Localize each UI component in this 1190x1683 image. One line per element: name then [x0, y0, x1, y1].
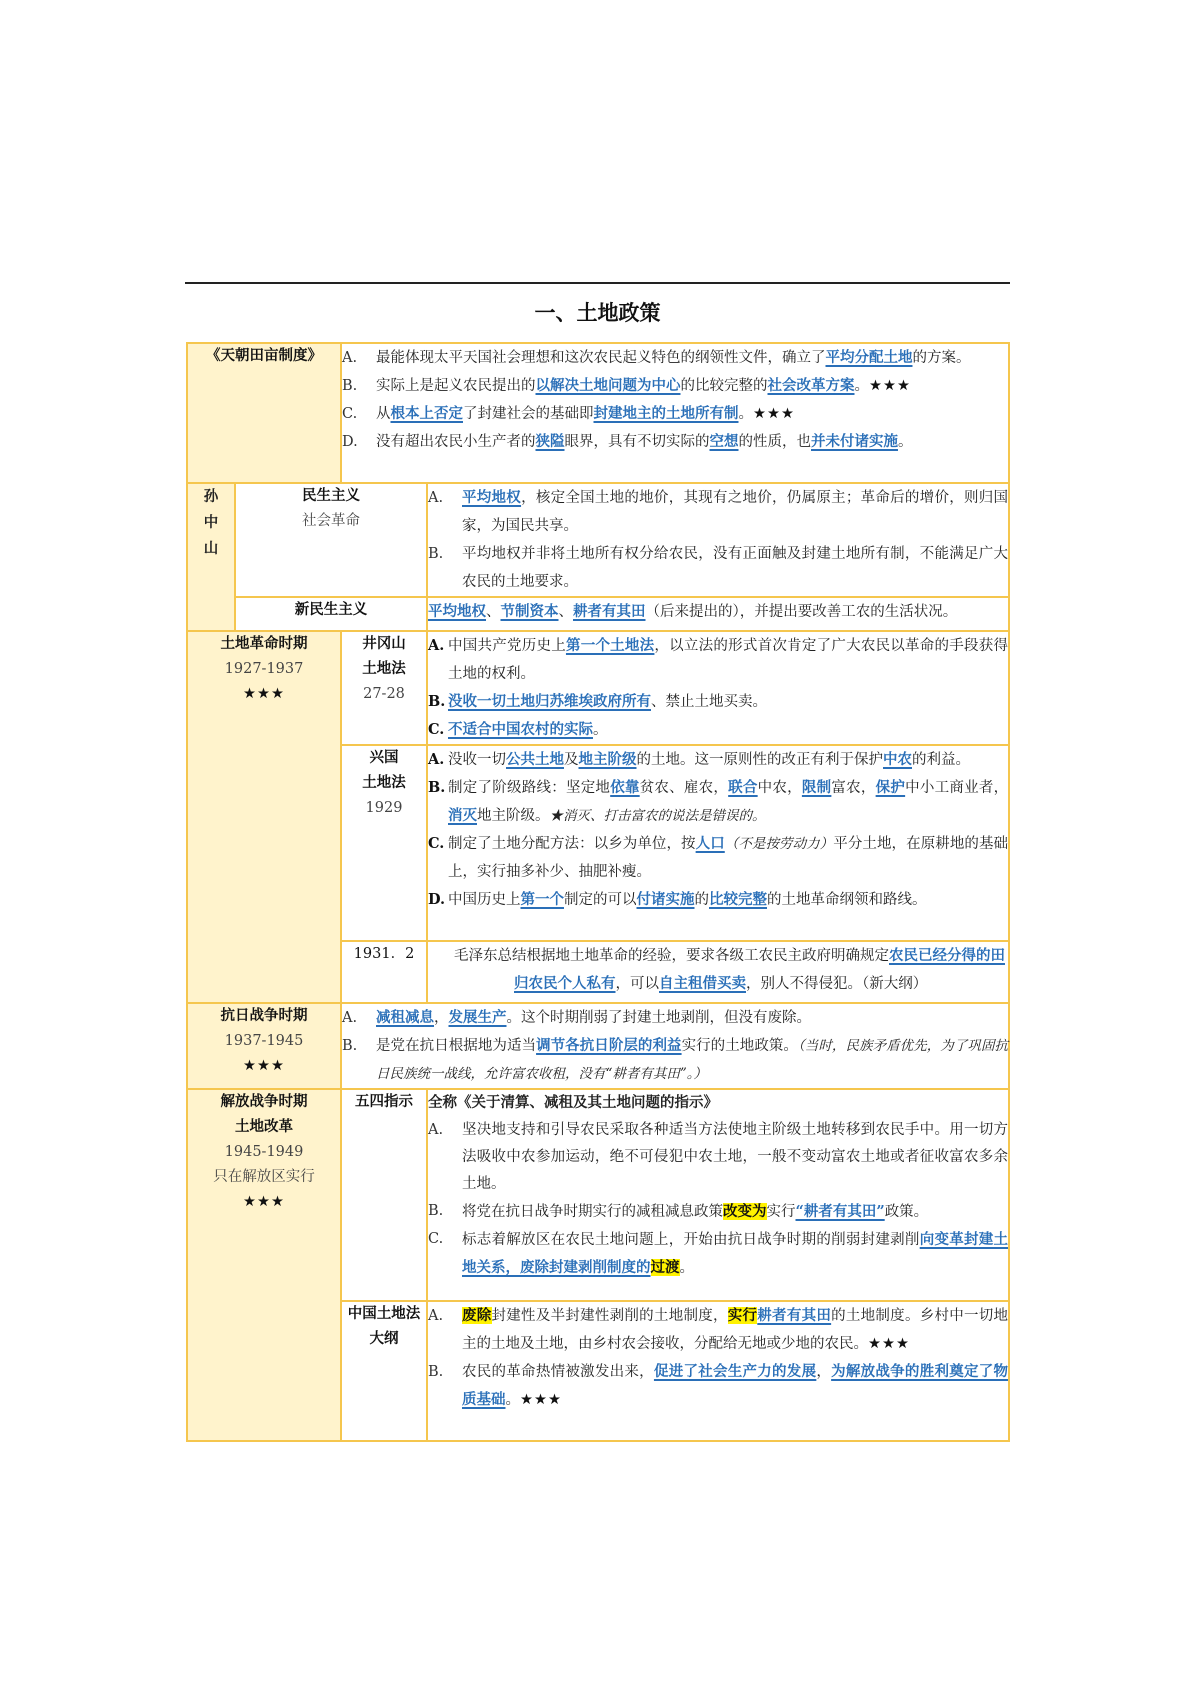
- item-text: 是党在抗日根据地为适当调节各抗日阶层的利益实行的土地政策。（当时，民族矛盾优先，为了巩固抗日民族统一战线，允许富农收租，没有“耕者有其田”。）: [376, 1037, 1009, 1082]
- item-text: 减租减息，发展生产。这个时期削弱了封建土地剥削，但没有废除。: [376, 1009, 811, 1026]
- star-rating: ★★★: [243, 686, 285, 702]
- item-marker: C.: [428, 721, 445, 738]
- note-text: ★消灭、打击富农的说法是错误的。: [549, 808, 766, 824]
- item-marker: C.: [428, 835, 445, 852]
- kangri-label-cell: [187, 1003, 341, 1089]
- xg-label-2: 土地法: [362, 775, 406, 791]
- key-phrase: 消灭: [448, 807, 477, 824]
- key-phrase: 促进了社会生产力的发展: [653, 1363, 817, 1380]
- key-phrase: 封建地主的土地所有制: [593, 405, 739, 422]
- item-marker: B.: [428, 1203, 444, 1219]
- y1931-label: 1931．2: [353, 946, 415, 962]
- item-marker: C.: [428, 1231, 444, 1247]
- item-text: 将党在抗日战争时期实行的减租减息政策改变为实行“耕者有其田”政策。: [462, 1203, 929, 1220]
- item-marker: A.: [428, 751, 445, 768]
- key-phrase: 节制资本: [500, 603, 559, 620]
- minsheng-label: 民生主义: [302, 488, 360, 504]
- jiefang-scope: 只在解放区实行: [213, 1169, 315, 1185]
- xg-item-d: [428, 886, 1008, 914]
- key-phrase: 人口: [695, 835, 725, 852]
- item-marker: B.: [428, 779, 446, 796]
- item-text: 不适合中国农村的实际。: [448, 721, 608, 738]
- item-text: 中国共产党历史上第一个土地法，以立法的形式首次肯定了广大农民以革命的手段获得土地的权利。: [448, 637, 1009, 682]
- y1931-content: 毛泽东总结根据地土地革命的经验，要求各级工农民主政府明确规定农民已经分得的田归农民个人私有，可以自主租借买卖，别人不得侵犯。（新大纲）: [427, 941, 1009, 1003]
- star-rating: ★★★: [868, 1336, 910, 1352]
- star-rating: ★★★: [869, 378, 911, 394]
- key-phrase: 中农: [883, 751, 912, 768]
- key-phrase: 为解放战争的胜利奠定了物质基础: [462, 1363, 1009, 1408]
- xg-year: 1929: [365, 800, 403, 816]
- tianchao-item-c: [342, 400, 1008, 428]
- dagang-item-b: [428, 1358, 1008, 1414]
- item-text: 中国历史上第一个制定的可以付诸实施的比较完整的土地革命纲领和路线。: [448, 891, 927, 908]
- tianchao-item-a: [342, 344, 1008, 372]
- row-wusi: [187, 1089, 1009, 1301]
- dagang-label-cell: [341, 1301, 427, 1441]
- key-phrase: 不适合中国农村的实际: [448, 721, 593, 738]
- tudi-years: 1927-1937: [224, 661, 304, 677]
- highlight-phrase: 废除: [462, 1307, 492, 1324]
- xg-label-cell: [341, 745, 427, 941]
- key-phrase: 耕者有其田: [573, 603, 646, 620]
- item-text: 最能体现太平天国社会理想和这次农民起义特色的纲领性文件，确立了平均分配土地的方案。: [376, 349, 971, 366]
- note-text: （不是按劳动力）: [724, 836, 834, 852]
- star-rating: ★★★: [753, 406, 795, 422]
- key-phrase: 向变革封建土地关系，废除封建剥削制度的: [462, 1231, 1009, 1276]
- key-phrase: 根本上否定: [390, 405, 463, 422]
- tianchao-label-cell: [187, 343, 341, 483]
- dagang-label: 中国土地法: [347, 1306, 421, 1322]
- wusi-item-a: [428, 1117, 1008, 1198]
- sun-label: 孙中山: [203, 489, 219, 557]
- item-text: 标志着解放区在农民土地问题上，开始由抗日战争时期的削弱封建剥削向变革封建土地关系，废除封建剥削制度的过渡。: [462, 1231, 1009, 1276]
- key-phrase: 空想: [709, 433, 739, 450]
- item-marker: A.: [428, 1308, 444, 1324]
- jiefang-label-cell: [187, 1089, 341, 1441]
- key-phrase: 减租减息: [376, 1009, 434, 1026]
- wusi-item-b: [428, 1198, 1008, 1226]
- item-marker: D.: [342, 434, 358, 450]
- key-phrase: 自主租借买卖: [659, 975, 746, 992]
- key-phrase: 第一个: [520, 891, 564, 908]
- jgs-item-b: [428, 688, 1008, 716]
- wusi-full-name: 全称《关于清算、减租及其土地问题的指示》: [428, 1095, 718, 1111]
- item-text: 废除封建性及半封建性剥削的土地制度，实行耕者有其田的土地制度。乡村中一切地主的土地及土地，由乡村农会接收，分配给无地或少地的农民。★★★: [462, 1307, 1009, 1352]
- item-marker: C.: [342, 406, 358, 422]
- key-phrase: 地主阶级: [578, 751, 637, 768]
- star-rating: ★★★: [243, 1058, 285, 1074]
- xg-item-c: [428, 830, 1008, 886]
- row-tianchao: [187, 343, 1009, 483]
- key-phrase: 以解决土地问题为中心: [535, 377, 681, 394]
- item-text: 没收一切公共土地及地主阶级的土地。这一原则性的改正有利于保护中农的利益。: [448, 751, 970, 768]
- sun-label-cell: [187, 483, 235, 631]
- key-phrase: 第一个土地法: [565, 637, 655, 654]
- highlight-phrase: 实行: [727, 1307, 758, 1324]
- tudi-label: 土地革命时期: [220, 636, 308, 652]
- minsheng-content: [427, 483, 1009, 597]
- key-phrase: 平均分配土地: [825, 349, 913, 366]
- item-marker: A.: [342, 350, 358, 366]
- kangri-item-a: [342, 1004, 1008, 1032]
- star-rating: ★★★: [243, 1194, 285, 1210]
- kangri-content: [341, 1003, 1009, 1089]
- key-phrase: 没收一切土地归苏维埃政府所有: [448, 693, 651, 710]
- jiefang-years: 1945-1949: [224, 1144, 304, 1160]
- item-marker: A.: [428, 1122, 444, 1138]
- key-phrase: 并未付诸实施: [811, 433, 898, 450]
- item-marker: B.: [428, 1364, 444, 1380]
- tianchao-label: 《天朝田亩制度》: [206, 348, 322, 364]
- item-text: 实际上是起义农民提出的以解决土地问题为中心的比较完整的社会改革方案。★★★: [376, 377, 911, 394]
- jgs-item-c: [428, 716, 1008, 744]
- xinminsheng-content: 平均地权、节制资本、耕者有其田（后来提出的），并提出要改善工农的生活状况。: [427, 597, 1009, 631]
- item-marker: B.: [342, 378, 358, 394]
- key-phrase: 依靠: [610, 779, 640, 796]
- row-sun-minsheng: [187, 483, 1009, 597]
- wusi-label-cell: [341, 1089, 427, 1301]
- item-marker: A.: [342, 1010, 358, 1026]
- key-phrase: 比较完整: [709, 891, 767, 908]
- item-text: 平均地权，核定全国土地的地价，其现有之地价，仍属原主；革命后的增价，则归国家，为国民共享。: [462, 489, 1009, 534]
- key-phrase: 平均地权: [428, 603, 486, 620]
- star-rating: ★★★: [520, 1392, 562, 1408]
- item-marker: D.: [428, 891, 446, 908]
- jgs-label: 井冈山: [362, 636, 406, 652]
- item-text: 从根本上否定了封建社会的基础即封建地主的土地所有制。★★★: [376, 405, 795, 422]
- item-marker: B.: [428, 693, 446, 710]
- item-text: 制定了土地分配方法：以乡为单位，按人口（不是按劳动力）平分土地，在原耕地的基础上，实行抽多补少、抽肥补瘦。: [448, 835, 1009, 880]
- jgs-content: [427, 631, 1009, 745]
- dagang-label-2: 大纲: [369, 1331, 399, 1347]
- item-marker: B.: [428, 546, 444, 562]
- jiefang-label-2: 土地改革: [235, 1119, 293, 1135]
- tianchao-item-b: [342, 372, 1008, 400]
- wusi-label: 五四指示: [355, 1094, 413, 1110]
- xg-item-a: [428, 746, 1008, 774]
- key-phrase: 公共土地: [506, 751, 564, 768]
- tianchao-content: [341, 343, 1009, 483]
- wusi-content: [427, 1089, 1009, 1301]
- jgs-item-a: [428, 632, 1008, 688]
- page-title: 一、土地政策: [534, 301, 661, 325]
- key-phrase: 联合: [728, 779, 758, 796]
- tudi-label-cell: [187, 631, 341, 1003]
- item-text: 平均地权并非将土地所有权分给农民，没有正面触及封建土地所有制，不能满足广大农民的土地要求。: [462, 546, 1008, 590]
- jgs-label-2: 土地法: [362, 661, 406, 677]
- jgs-label-cell: [341, 631, 427, 745]
- key-phrase: 社会改革方案: [767, 377, 855, 394]
- kangri-years: 1937-1945: [224, 1033, 304, 1049]
- minsheng-label-cell: [235, 483, 427, 597]
- minsheng-sublabel: 社会革命: [302, 513, 360, 529]
- item-text: 没有超出农民小生产者的狭隘眼界，具有不切实际的空想的性质，也并未付诸实施。: [376, 433, 913, 450]
- land-policy-table: [186, 342, 1010, 1442]
- row-sun-xinminsheng: [187, 597, 1009, 631]
- wusi-item-c: [428, 1226, 1008, 1282]
- xg-item-b: [428, 774, 1008, 830]
- jgs-years: 27-28: [363, 686, 405, 702]
- xinminsheng-label: 新民生主义: [294, 602, 368, 618]
- key-phrase: 发展生产: [448, 1009, 507, 1026]
- item-text: 没收一切土地归苏维埃政府所有、禁止土地买卖。: [448, 693, 767, 710]
- key-phrase: 耕者有其田: [757, 1307, 832, 1324]
- key-phrase: 平均地权: [462, 489, 522, 506]
- row-jinggangshan: [187, 631, 1009, 745]
- key-phrase: 农民已经分得的田归农民个人私有: [514, 947, 1005, 992]
- item-marker: A.: [428, 637, 445, 654]
- xg-content: [427, 745, 1009, 941]
- jiefang-label: 解放战争时期: [220, 1094, 308, 1110]
- tianchao-item-d: [342, 428, 1008, 456]
- key-phrase: 限制: [801, 779, 832, 796]
- dagang-item-a: [428, 1302, 1008, 1358]
- item-text: 农民的革命热情被激发出来，促进了社会生产力的发展，为解放战争的胜利奠定了物质基础。★★★: [462, 1363, 1009, 1408]
- dagang-content: [427, 1301, 1009, 1441]
- minsheng-item-b: [428, 540, 1008, 596]
- minsheng-item-a: [428, 484, 1008, 540]
- item-text: 坚决地支持和引导农民采取各种适当方法使地主阶级土地转移到农民手中。用一切方法吸收中农参加运动，绝不可侵犯中农土地，一般不变动富农土地或者征收富农多余土地。: [462, 1122, 1008, 1192]
- y1931-label-cell: [341, 941, 427, 1003]
- highlight-phrase: 过渡: [650, 1259, 680, 1276]
- key-phrase: 保护: [875, 779, 906, 796]
- kangri-label: 抗日战争时期: [220, 1008, 308, 1024]
- top-rule: [185, 282, 1010, 284]
- row-kangri: [187, 1003, 1009, 1089]
- key-phrase: 调节各抗日阶层的利益: [536, 1037, 682, 1054]
- key-phrase: 狭隘: [535, 433, 565, 450]
- item-text: 制定了阶级路线：坚定地依靠贫农、雇农，联合中农，限制富农，保护中小工商业者，消灭地主阶级。★消灭、打击富农的说法是错误的。: [448, 779, 1009, 824]
- key-phrase: “耕者有其田”: [795, 1203, 885, 1220]
- kangri-item-b: [342, 1032, 1008, 1088]
- xinminsheng-label-cell: [235, 597, 427, 631]
- note-text: （当时，民族矛盾优先，为了巩固抗日民族统一战线，允许富农收租，没有“耕者有其田”。）: [376, 1038, 1009, 1082]
- key-phrase: 付诸实施: [636, 891, 695, 908]
- item-marker: B.: [342, 1038, 358, 1054]
- xg-label: 兴国: [369, 750, 399, 766]
- highlight-phrase: 改变为: [723, 1203, 767, 1220]
- item-marker: A.: [428, 490, 444, 506]
